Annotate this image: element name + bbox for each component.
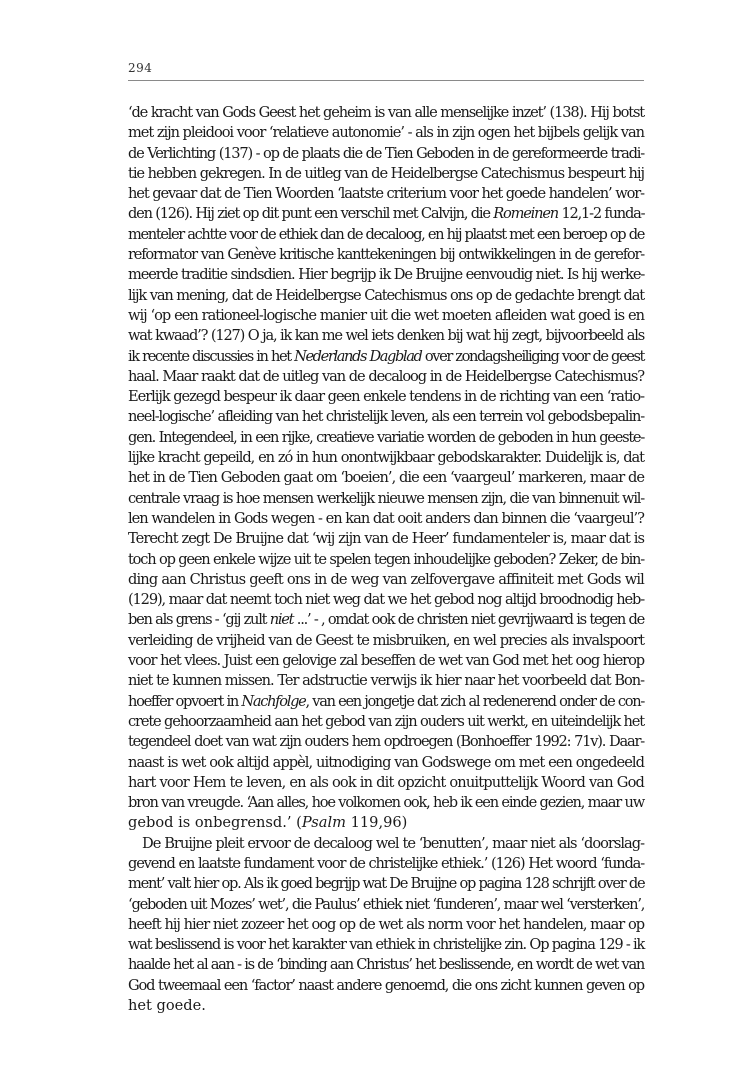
text-segment: ‘de kracht van Gods Geest het geheim is van alle menselijke inzet’ (138). Hij botst [128, 104, 644, 121]
text-line [128, 834, 644, 854]
text-segment: haalde het al aan - is de ‘binding aan Christus’ het beslissende, en wordt de wet van [128, 956, 644, 974]
text-segment: over zondagsheiliging voor de geest [421, 347, 644, 365]
text-segment: crete gehoorzaamheid aan het gebod van zijn ouders uit werkt, en uiteindelijk het [128, 712, 644, 730]
text-line [128, 753, 644, 773]
text-line [128, 651, 644, 671]
text-segment: hoeffer opvoert in [128, 692, 242, 710]
text-line [128, 407, 644, 427]
text-segment: het goede. [128, 997, 206, 1015]
text-line [128, 306, 644, 326]
text-segment: den (126). Hij ziet op dit punt een verschil met Calvijn, die [128, 205, 494, 223]
italic-text: Nachfolge [241, 692, 306, 710]
text-line [128, 367, 644, 387]
text-segment: Eerlijk gezegd bespeur ik daar geen enkele tendens in de richting van een ‘ratio- [128, 388, 644, 406]
text-segment: reformator van Genève kritische kanttekeningen bij ontwikkelingen in de gerefor- [128, 246, 644, 264]
text-segment: tie hebben gekregen. In de uitleg van de Heidelbergse Catechismus bespeurt hij [128, 164, 644, 182]
text-line [128, 103, 644, 123]
text-line [128, 854, 644, 874]
text-segment: , van een jongetje dat zich al redenerend onder de con- [305, 692, 644, 710]
italic-text: Psalm [301, 814, 346, 832]
text-line [128, 895, 644, 915]
text-segment: het gevaar dat de Tien Woorden ‘laatste criterium voor het goede handelen’ wor- [128, 185, 644, 203]
text-line [128, 123, 644, 143]
text-segment: de Verlichting (137) - op de plaats die de Tien Geboden in de gereformeerde tradi- [128, 144, 644, 162]
text-segment: God tweemaal een ‘factor’ naast andere genoemd, die ons zicht kunnen geven op [128, 976, 644, 994]
text-line [128, 610, 644, 630]
text-segment: menteler achtte voor de ethiek dan de decaloog, en hij plaatst met een beroep op de [128, 225, 644, 243]
text-segment: lijk van mening, dat de Heidelbergse Catechismus ons op de gedachte brengt dat [128, 286, 644, 304]
header-rule [128, 80, 644, 81]
text-line [128, 976, 644, 996]
text-line [128, 915, 644, 935]
text-line [128, 692, 644, 712]
text-segment: lijke kracht gepeild, en zó in hun onontwijkbaar gebodskarakter. Duidelijk is, dat [128, 449, 644, 467]
text-segment: len wandelen in Gods wegen - en kan dat ooit anders dan binnen die ‘vaargeul’? [128, 509, 644, 527]
text-segment: ‘geboden uit Mozes’ wet’, die Paulus’ ethiek niet ‘funderen’, maar wel ‘versterken’, [128, 895, 645, 913]
text-line [128, 265, 644, 285]
text-segment: bron van vreugde. ‘Aan alles, hoe volkomen ook, heb ik een einde gezien, maar uw [128, 794, 644, 812]
text-line [128, 529, 644, 549]
italic-text: Romeinen [493, 205, 558, 223]
text-line [128, 793, 644, 813]
text-line [128, 570, 644, 590]
text-line [128, 225, 644, 245]
body-text [128, 103, 644, 1016]
text-segment: met zijn pleidooi voor ‘relatieve autonomie’ - als in zijn ogen het bijbels gelijk van [128, 124, 644, 142]
text-segment: centrale vraag is hoe mensen werkelijk nieuwe mensen zijn, die van binnenuit wil- [128, 489, 644, 507]
text-segment: Terecht zegt De Bruijne dat ‘wij zijn van de Heer’ fundamenteler is, maar dat is [128, 530, 644, 548]
text-line [128, 326, 644, 346]
text-segment: gebod is onbegrensd.’ ( [128, 814, 302, 832]
text-segment: het in de Tien Geboden gaat om ‘boeien’, die een ‘vaargeul’ markeren, maar de [128, 469, 645, 487]
text-line [128, 245, 644, 265]
text-line [128, 773, 644, 793]
text-segment: gen. Integendeel, in een rijke, creatieve variatie worden de geboden in hun geeste- [128, 428, 644, 446]
text-line [128, 144, 644, 164]
text-segment: ment’ valt hier op. Als ik goed begrijp wat De Bruijne op pagina 128 schrijft over de [128, 875, 645, 893]
italic-text: niet [269, 611, 294, 629]
text-line [128, 732, 644, 752]
text-segment: 12,1-2 funda- [558, 205, 645, 223]
text-segment: tegendeel doet van wat zijn ouders hem opdroegen (Bonhoeffer 1992: 71v). Daar- [128, 733, 644, 751]
page-number: 294 [128, 61, 153, 75]
text-segment: toch op geen enkele wijze uit te spelen tegen inhoudelijke geboden? Zeker, de bin- [128, 550, 644, 568]
text-segment: neel-logische’ afleiding van het christelijk leven, als een terrein vol gebodsbepalin- [128, 408, 644, 426]
text-segment: ...’ - , omdat ook de christen niet gevrijwaard is tegen de [293, 611, 644, 629]
text-segment: voor het vlees. Juist een gelovige zal beseffen de wet van God met het oog hierop [128, 652, 644, 670]
text-segment: wij ‘op een rationeel-logische manier uit die wet moeten afleiden wat goed is en [128, 306, 644, 324]
italic-text: Nederlands Dagblad [294, 347, 422, 365]
text-line [128, 489, 644, 509]
text-segment: niet te kunnen missen. Ter adstructie verwijs ik hier naar het voorbeeld dat Bon- [128, 672, 644, 690]
text-line [128, 671, 644, 691]
text-segment: (129), maar dat neemt toch niet weg dat we het gebod nog altijd broodnodig heb- [128, 591, 644, 609]
text-line [128, 468, 644, 488]
text-line [128, 387, 644, 407]
text-segment: naast is wet ook altijd appèl, uitnodiging van Godswege om met een ongedeeld [128, 753, 644, 771]
text-line [128, 631, 644, 651]
text-line [128, 874, 644, 894]
text-line [128, 428, 644, 448]
text-line [128, 955, 644, 975]
text-segment: wat beslissend is voor het karakter van ethiek in christelijke zin. Op pagina 129 - ik [128, 936, 645, 954]
text-line [128, 286, 644, 306]
text-segment: heeft hij hier niet zozeer het oog op de wet als norm voor het handelen, maar op [128, 915, 644, 933]
text-line [128, 204, 644, 224]
text-segment: gevend en laatste fundament voor de christelijke ethiek.’ (126) Het woord ‘funda- [128, 854, 644, 872]
text-segment: 119,96) [345, 814, 408, 832]
text-segment: hart voor Hem te leven, en als ook in dit opzicht onuitputtelijk Woord van God [128, 773, 644, 791]
text-line [128, 184, 644, 204]
text-line [128, 448, 644, 468]
text-line [128, 590, 644, 610]
text-line [128, 509, 644, 529]
text-line [128, 347, 644, 367]
text-segment: wat kwaad’? (127) O ja, ik kan me wel iets denken bij wat hij zegt, bijvoorbeeld als [128, 327, 644, 345]
text-line [128, 996, 644, 1016]
text-segment: De Bruijne pleit ervoor de decaloog wel te ‘benutten’, maar niet als ‘doorslag- [142, 834, 644, 852]
text-segment: haal. Maar raakt dat de uitleg van de decaloog in de Heidelbergse Catechismus? [128, 367, 644, 385]
text-line [128, 550, 644, 570]
text-segment: meerde traditie sindsdien. Hier begrijp ik De Bruijne eenvoudig niet. Is hij werke- [128, 266, 645, 284]
text-segment: ik recente discussies in het [128, 347, 295, 365]
text-segment: ding aan Christus geeft ons in de weg van zelfovergave affiniteit met Gods wil [128, 570, 644, 588]
text-line [128, 935, 644, 955]
text-segment: ben als grens - ‘gij zult [128, 611, 270, 629]
text-segment: verleiding de vrijheid van de Geest te misbruiken, en wel precies als invalspoort [128, 631, 644, 649]
text-line [128, 813, 644, 833]
text-line [128, 164, 644, 184]
text-line [128, 712, 644, 732]
